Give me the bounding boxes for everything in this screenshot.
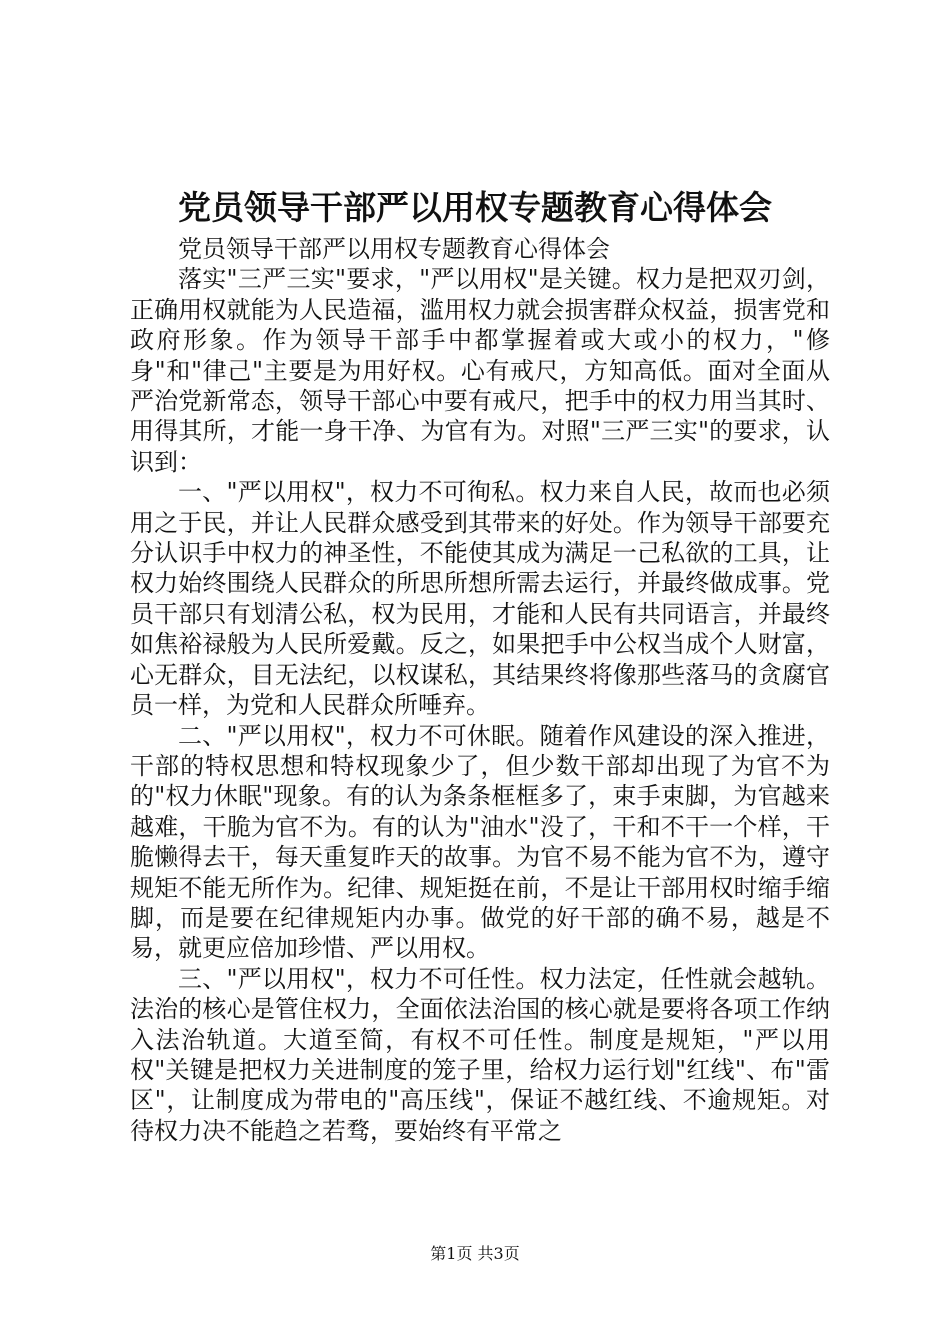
paragraph-point-three: 三、"严以用权"，权力不可任性。权力法定，任性就会越轨。法治的核心是管住权力，全面依法治国的核心就是要将各项工作纳入法治轨道。大道至简，有权不可任性。制度是规矩，"严以用权"关键是把权力关进制度的笼子里，给权力运行划"红线"、布"雷区"，让制度成为带电的"高压线"，保证不越红线、不逾规矩。对待权力决不能趋之若骛，要始终有平常之 — [130, 964, 830, 1145]
paragraph-point-two: 二、"严以用权"，权力不可休眠。随着作风建设的深入推进，干部的特权思想和特权现象少了，但少数干部却出现了为官不为的"权力休眠"现象。有的认为条条框框多了，束手束脚，为官越来越难，干脆为官不为。有的认为"油水"没了，干和不干一个样，干脆懒得去干，每天重复昨天的故事。为官不易不能为官不为，遵守规矩不能无所作为。纪律、规矩挺在前，不是让干部用权时缩手缩脚，而是要在纪律规矩内办事。做党的好干部的确不易，越是不易，就更应倍加珍惜、严以用权。 — [130, 721, 830, 963]
document-title: 党员领导干部严以用权专题教育心得体会 — [178, 188, 772, 227]
paragraph-point-one: 一、"严以用权"，权力不可徇私。权力来自人民，故而也必须用之于民，并让人民群众感受到其带来的好处。作为领导干部要充分认识手中权力的神圣性，不能使其成为满足一己私欲的工具，让权力始终围绕人民群众的所思所想所需去运行，并最终做成事。党员干部只有划清公私，权为民用，才能和人民有共同语言，并最终如焦裕禄般为人民所爱戴。反之，如果把手中公权当成个人财富，心无群众，目无法纪，以权谋私，其结果终将像那些落马的贪腐官员一样，为党和人民群众所唾弃。 — [130, 478, 830, 720]
page-number-footer: 第1页 共3页 — [430, 1244, 520, 1263]
document-body — [130, 234, 830, 1146]
paragraph-intro: 落实"三严三实"要求，"严以用权"是关键。权力是把双刃剑，正确用权就能为人民造福，滥用权力就会损害群众权益，损害党和政府形象。作为领导干部手中都掌握着或大或小的权力，"修身"和"律己"主要是为用好权。心有戒尺，方知高低。面对全面从严治党新常态，领导干部心中要有戒尺，把手中的权力用当其时、用得其所，才能一身干净、为官有为。对照"三严三实"的要求，认识到： — [130, 265, 830, 476]
paragraph-subtitle: 党员领导干部严以用权专题教育心得体会 — [178, 235, 610, 263]
